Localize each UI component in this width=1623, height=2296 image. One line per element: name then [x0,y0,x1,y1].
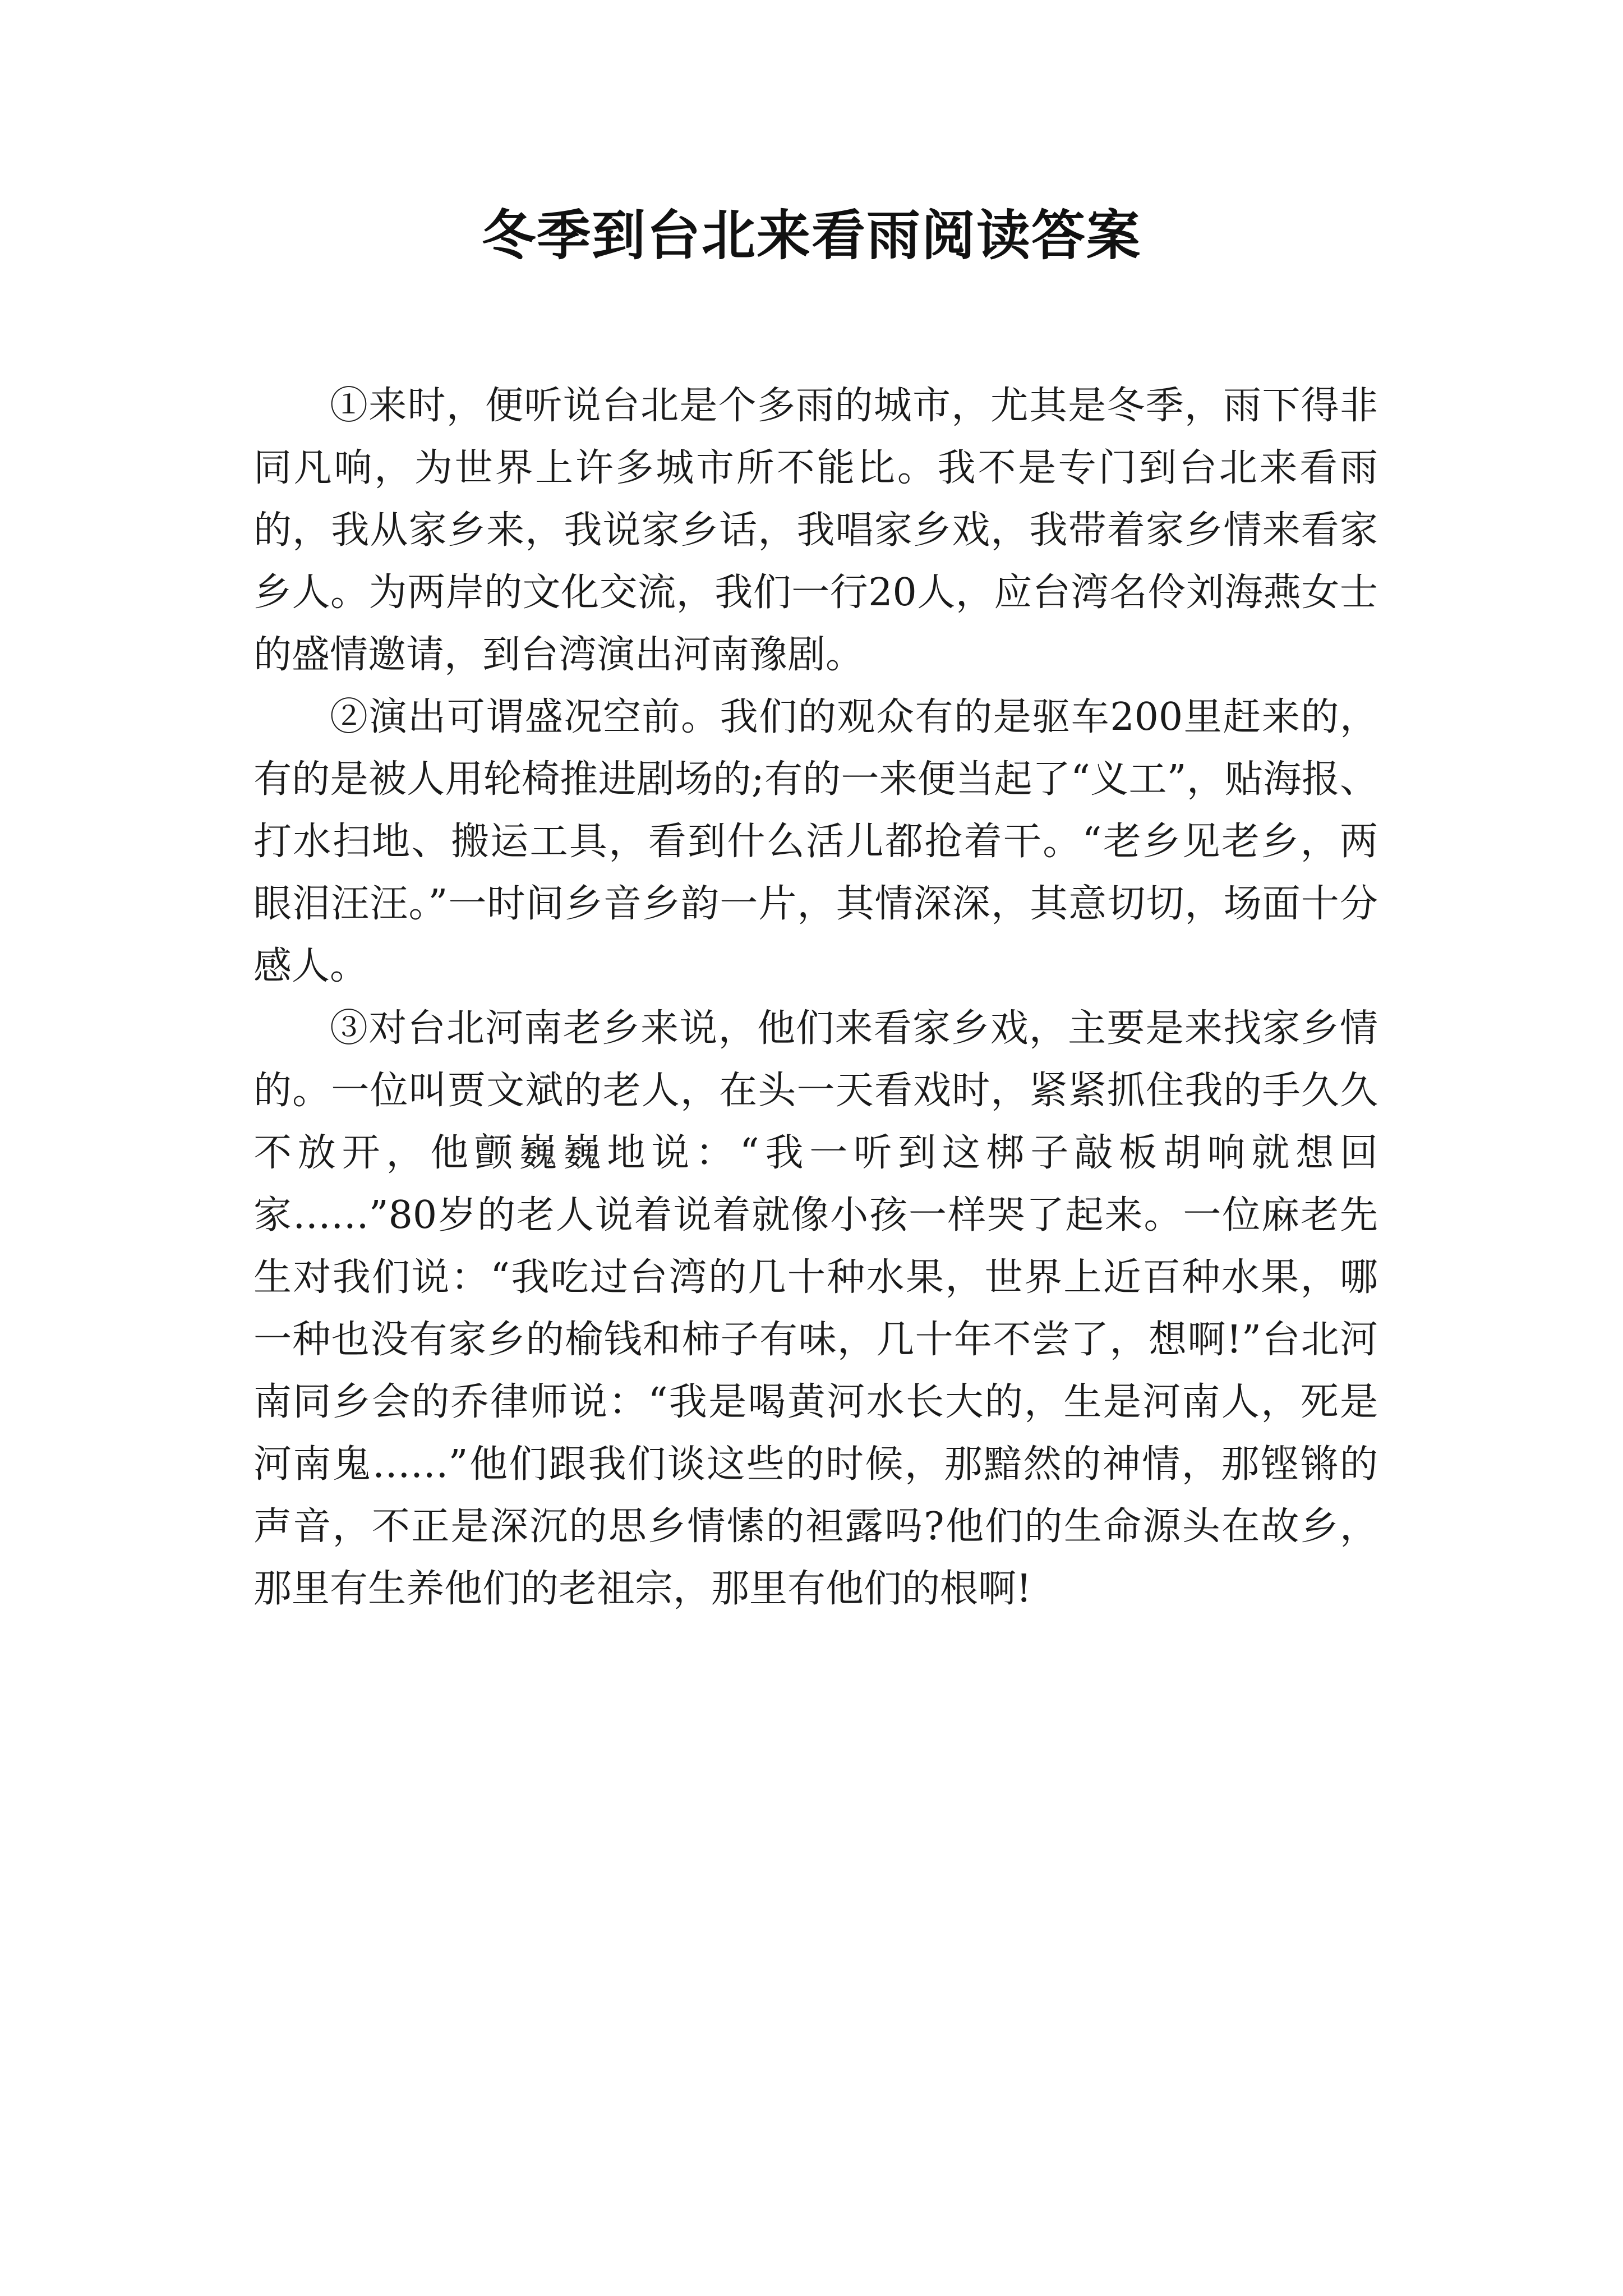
paragraph-1: ①来时，便听说台北是个多雨的城市，尤其是冬季，雨下得非同凡响，为世界上许多城市所不能比。我不是专门到台北来看雨的，我从家乡来，我说家乡话，我唱家乡戏，我带着家乡情来看家乡人。为两岸的文化交流，我们一行20人，应台湾名伶刘海燕女士的盛情邀请，到台湾演出河南豫剧。 [253,384,1378,677]
document-body [253,375,1378,1620]
paragraph-2: ②演出可谓盛况空前。我们的观众有的是驱车200里赶来的，有的是被人用轮椅推进剧场的;有的一来便当起了“义工”，贴海报、打水扫地、搬运工具，看到什么活儿都抢着干。“老乡见老乡，两眼泪汪汪。”一时间乡音乡韵一片，其情深深，其意切切，场面十分感人。 [253,695,1378,988]
paragraph-3: ③对台北河南老乡来说，他们来看家乡戏，主要是来找家乡情的。一位叫贾文斌的老人，在头一天看戏时，紧紧抓住我的手久久不放开，他颤巍巍地说：“我一听到这梆子敲板胡响就想回家……”80岁的老人说着说着就像小孩一样哭了起来。一位麻老先生对我们说：“我吃过台湾的几十种水果，世界上近百种水果，哪一种也没有家乡的榆钱和柿子有味，几十年不尝了，想啊!”台北河南同乡会的乔律师说：“我是喝黄河水长大的，生是河南人，死是河南鬼……”他们跟我们谈这些的时候，那黯然的神情，那铿锵的声音，不正是深沉的思乡情愫的袒露吗?他们的生命源头在故乡，那里有生养他们的老祖宗，那里有他们的根啊! [253,1006,1378,1611]
document-title: 冬季到台北来看雨阅读答案 [482,204,1141,267]
